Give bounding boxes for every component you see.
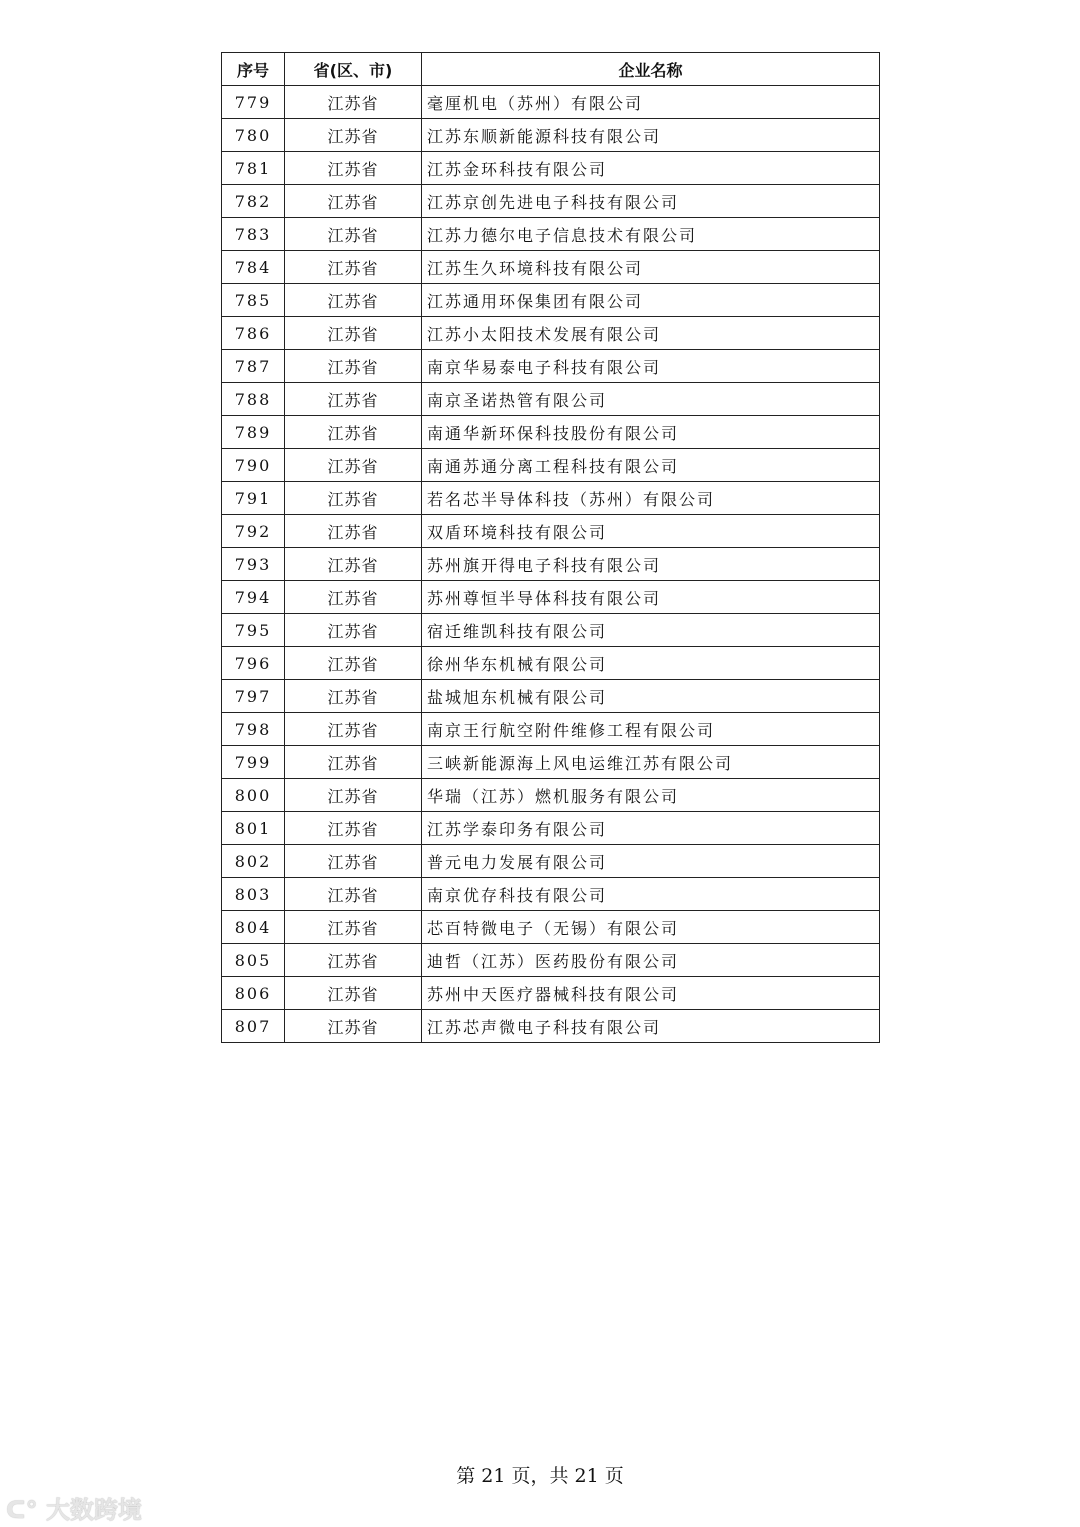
row-index: 789 — [222, 416, 285, 449]
row-index: 785 — [222, 284, 285, 317]
row-company-name: 盐城旭东机械有限公司 — [422, 680, 880, 713]
table-row — [222, 317, 880, 350]
row-index: 786 — [222, 317, 285, 350]
row-company-name: 江苏东顺新能源科技有限公司 — [422, 119, 880, 152]
row-index: 806 — [222, 977, 285, 1010]
row-province: 江苏省 — [285, 812, 422, 845]
row-index: 780 — [222, 119, 285, 152]
watermark-logo: ᑕ° 大数跨境 — [6, 1496, 142, 1524]
header-company-name: 企业名称 — [422, 53, 880, 86]
row-company-name: 江苏力德尔电子信息技术有限公司 — [422, 218, 880, 251]
row-company-name: 南通苏通分离工程科技有限公司 — [422, 449, 880, 482]
row-company-name: 苏州尊恒半导体科技有限公司 — [422, 581, 880, 614]
row-company-name: 江苏芯声微电子科技有限公司 — [422, 1010, 880, 1043]
table-row — [222, 416, 880, 449]
row-province: 江苏省 — [285, 416, 422, 449]
row-company-name: 华瑞（江苏）燃机服务有限公司 — [422, 779, 880, 812]
row-index: 803 — [222, 878, 285, 911]
table-row — [222, 977, 880, 1010]
row-index: 807 — [222, 1010, 285, 1043]
row-company-name: 江苏生久环境科技有限公司 — [422, 251, 880, 284]
table-row — [222, 944, 880, 977]
row-company-name: 南通华新环保科技股份有限公司 — [422, 416, 880, 449]
table-row — [222, 548, 880, 581]
table-row — [222, 845, 880, 878]
row-province: 江苏省 — [285, 746, 422, 779]
table-row — [222, 647, 880, 680]
table-row — [222, 350, 880, 383]
enterprise-table — [221, 52, 880, 1043]
table-row — [222, 878, 880, 911]
row-index: 782 — [222, 185, 285, 218]
row-province: 江苏省 — [285, 944, 422, 977]
table-row — [222, 251, 880, 284]
row-province: 江苏省 — [285, 350, 422, 383]
row-province: 江苏省 — [285, 383, 422, 416]
row-province: 江苏省 — [285, 713, 422, 746]
row-province: 江苏省 — [285, 317, 422, 350]
row-index: 790 — [222, 449, 285, 482]
table-row — [222, 680, 880, 713]
row-province: 江苏省 — [285, 218, 422, 251]
row-index: 794 — [222, 581, 285, 614]
table-row — [222, 284, 880, 317]
row-company-name: 迪哲（江苏）医药股份有限公司 — [422, 944, 880, 977]
table-row — [222, 449, 880, 482]
table-row — [222, 119, 880, 152]
row-province: 江苏省 — [285, 614, 422, 647]
row-province: 江苏省 — [285, 911, 422, 944]
row-province: 江苏省 — [285, 152, 422, 185]
row-company-name: 江苏金环科技有限公司 — [422, 152, 880, 185]
table-row — [222, 911, 880, 944]
table-row — [222, 581, 880, 614]
row-index: 804 — [222, 911, 285, 944]
row-province: 江苏省 — [285, 779, 422, 812]
row-index: 791 — [222, 482, 285, 515]
row-index: 805 — [222, 944, 285, 977]
row-province: 江苏省 — [285, 680, 422, 713]
row-company-name: 苏州中天医疗器械科技有限公司 — [422, 977, 880, 1010]
header-index: 序号 — [222, 53, 285, 86]
row-index: 779 — [222, 86, 285, 119]
row-province: 江苏省 — [285, 581, 422, 614]
row-company-name: 南京优存科技有限公司 — [422, 878, 880, 911]
row-company-name: 双盾环境科技有限公司 — [422, 515, 880, 548]
row-index: 781 — [222, 152, 285, 185]
row-company-name: 南京圣诺热管有限公司 — [422, 383, 880, 416]
table-row — [222, 86, 880, 119]
row-index: 783 — [222, 218, 285, 251]
row-index: 802 — [222, 845, 285, 878]
table-row — [222, 812, 880, 845]
row-company-name: 江苏小太阳技术发展有限公司 — [422, 317, 880, 350]
table-row — [222, 746, 880, 779]
page-number: 第 21 页，共 21 页 — [456, 1465, 624, 1487]
table-row — [222, 614, 880, 647]
row-index: 795 — [222, 614, 285, 647]
row-province: 江苏省 — [285, 1010, 422, 1043]
row-company-name: 苏州旗开得电子科技有限公司 — [422, 548, 880, 581]
row-province: 江苏省 — [285, 251, 422, 284]
row-index: 788 — [222, 383, 285, 416]
table-row — [222, 1010, 880, 1043]
row-company-name: 南京华易泰电子科技有限公司 — [422, 350, 880, 383]
row-province: 江苏省 — [285, 482, 422, 515]
row-company-name: 毫厘机电（苏州）有限公司 — [422, 86, 880, 119]
header-province: 省(区、市) — [285, 53, 422, 86]
table-header-row — [222, 53, 880, 86]
row-company-name: 江苏通用环保集团有限公司 — [422, 284, 880, 317]
row-index: 787 — [222, 350, 285, 383]
table-row — [222, 515, 880, 548]
row-province: 江苏省 — [285, 449, 422, 482]
row-index: 793 — [222, 548, 285, 581]
row-index: 784 — [222, 251, 285, 284]
row-company-name: 宿迁维凯科技有限公司 — [422, 614, 880, 647]
row-index: 799 — [222, 746, 285, 779]
row-province: 江苏省 — [285, 284, 422, 317]
table-row — [222, 383, 880, 416]
row-company-name: 江苏学泰印务有限公司 — [422, 812, 880, 845]
table-row — [222, 713, 880, 746]
row-province: 江苏省 — [285, 119, 422, 152]
row-province: 江苏省 — [285, 185, 422, 218]
row-index: 801 — [222, 812, 285, 845]
row-province: 江苏省 — [285, 548, 422, 581]
row-province: 江苏省 — [285, 515, 422, 548]
row-index: 797 — [222, 680, 285, 713]
table-row — [222, 779, 880, 812]
table-row — [222, 152, 880, 185]
row-province: 江苏省 — [285, 86, 422, 119]
row-company-name: 徐州华东机械有限公司 — [422, 647, 880, 680]
row-province: 江苏省 — [285, 977, 422, 1010]
row-company-name: 普元电力发展有限公司 — [422, 845, 880, 878]
table-row — [222, 218, 880, 251]
row-company-name: 南京王行航空附件维修工程有限公司 — [422, 713, 880, 746]
row-province: 江苏省 — [285, 647, 422, 680]
row-province: 江苏省 — [285, 878, 422, 911]
row-index: 798 — [222, 713, 285, 746]
row-index: 796 — [222, 647, 285, 680]
row-company-name: 芯百特微电子（无锡）有限公司 — [422, 911, 880, 944]
table-row — [222, 185, 880, 218]
row-index: 792 — [222, 515, 285, 548]
row-company-name: 三峡新能源海上风电运维江苏有限公司 — [422, 746, 880, 779]
row-company-name: 若名芯半导体科技（苏州）有限公司 — [422, 482, 880, 515]
row-index: 800 — [222, 779, 285, 812]
table-row — [222, 482, 880, 515]
row-province: 江苏省 — [285, 845, 422, 878]
row-company-name: 江苏京创先进电子科技有限公司 — [422, 185, 880, 218]
watermark-text: 大数跨境 — [45, 1496, 142, 1524]
